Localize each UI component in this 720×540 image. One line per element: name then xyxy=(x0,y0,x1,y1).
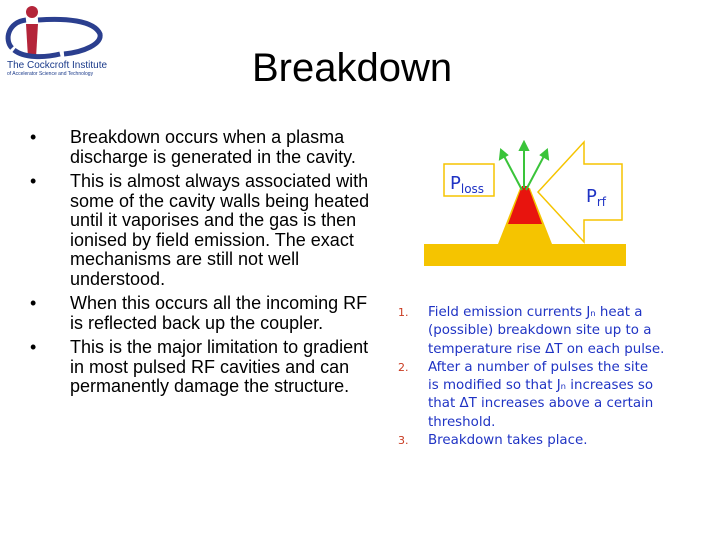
step-line: that ΔT increases above a certain xyxy=(428,396,654,412)
surface-base xyxy=(424,244,626,266)
step-number: 1. xyxy=(398,306,409,319)
step-item xyxy=(398,359,698,432)
step-line: (possible) breakdown site up to a xyxy=(428,323,652,339)
step-line: Field emission currents Jₙ heat a xyxy=(428,305,643,320)
step-item xyxy=(398,304,698,359)
mechanism-steps xyxy=(398,304,698,450)
bullet-item: • This is almost always associated with some of the cavity walls being heated until it vaporises and the gas is then ionised by field emission. The exact mechanisms are still not well understood. xyxy=(30,172,375,289)
bullet-item: • This is the major limitation to gradient in most pulsed RF cavities and can permanently damage the structure. xyxy=(30,338,375,397)
step-line: Breakdown takes place. xyxy=(428,433,588,449)
hot-spot xyxy=(508,186,542,224)
step-item xyxy=(398,432,698,450)
svg-text:Prf: $P_{rf}$ xyxy=(586,186,607,209)
emission-arrows-icon xyxy=(500,142,548,190)
step-number: 2. xyxy=(398,360,409,374)
bullet-item: • Breakdown occurs when a plasma discharge is generated in the cavity. xyxy=(30,128,375,167)
step-line: After a number of pulses the site xyxy=(428,359,649,375)
p-loss-label xyxy=(444,164,494,196)
logo-text-name: The Cockcroft Institute xyxy=(7,60,108,71)
step-number: 3. xyxy=(398,434,409,448)
breakdown-diagram xyxy=(420,140,630,270)
step-line: threshold. xyxy=(428,414,496,430)
step-line: is modified so that Jₙ increases so xyxy=(428,378,654,394)
svg-text:Ploss: $P_{loss}$ xyxy=(450,173,485,196)
slide-title: Breakdown xyxy=(252,46,453,90)
p-rf-arrow-icon xyxy=(538,142,622,242)
step-line: temperature rise ΔT on each pulse. xyxy=(428,341,665,357)
bullet-item: • When this occurs all the incoming RF is reflected back up the coupler. xyxy=(30,294,375,333)
bullet-list xyxy=(30,128,375,402)
logo-text-subtitle: of Accelerator Science and Technology xyxy=(7,71,94,77)
